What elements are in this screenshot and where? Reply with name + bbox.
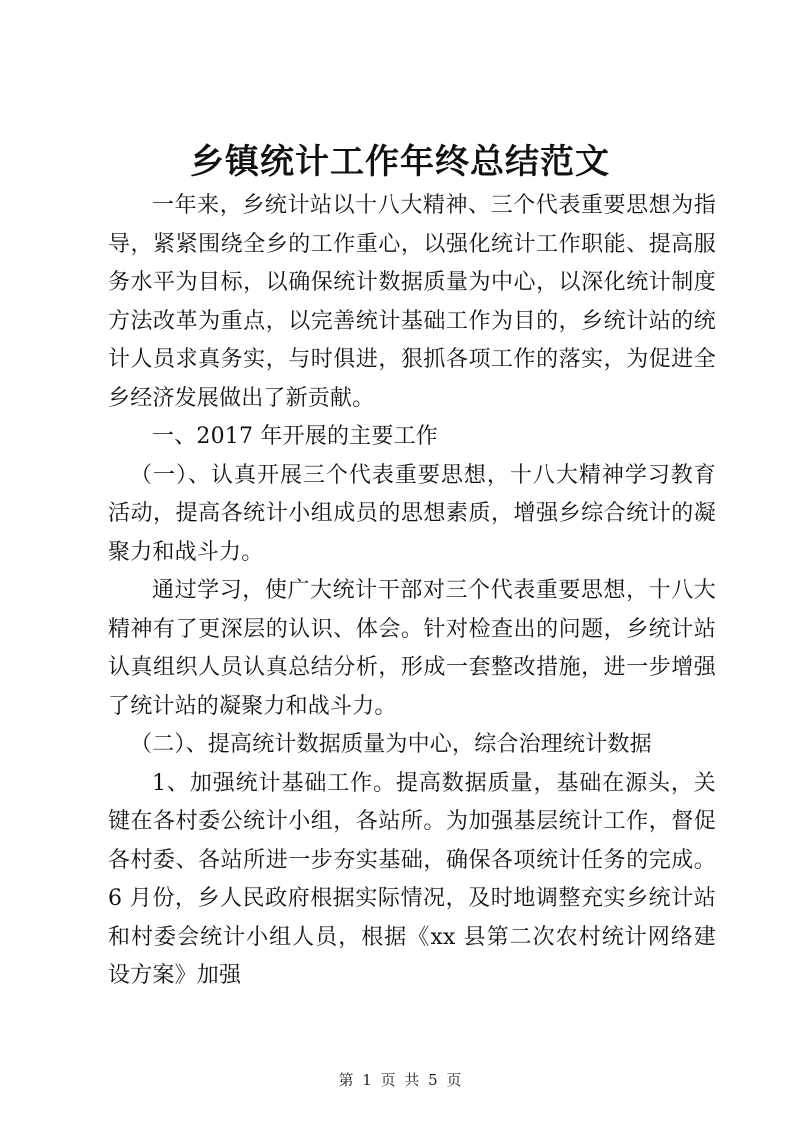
document-body bbox=[108, 187, 716, 996]
section-heading-1: 一、2017 年开展的主要工作 bbox=[152, 424, 438, 449]
subsection-heading-2: （二）、提高统计数据质量为中心，综合治理统计数据 bbox=[130, 732, 652, 757]
page-footer: 第 1 页 共 5 页 bbox=[338, 1071, 462, 1089]
paragraph-study: 通过学习，使广大统计干部对三个代表重要思想，十八大精神有了更深层的认识、体会。针对检查出的问题，乡统计站认真组织人员认真总结分析，形成一套整改措施，进一步增强了统计站的凝聚力和战斗力。 bbox=[108, 578, 716, 719]
subsection-heading-1: （一）、认真开展三个代表重要思想，十八大精神学习教育活动，提高各统计小组成员的思想素质，增强乡综合统计的凝聚力和战斗力。 bbox=[108, 462, 716, 565]
document-title: 乡镇统计工作年终总结范文 bbox=[190, 142, 610, 182]
paragraph-intro: 一年来，乡统计站以十八大精神、三个代表重要思想为指导，紧紧围绕全乡的工作重心，以强化统计工作职能、提高服务水平为目标，以确保统计数据质量为中心，以深化统计制度方法改革为重点，以完善统计基础工作为目的，乡统计站的统计人员求真务实，与时俱进，狠抓各项工作的落实，为促进全乡经济发展做出了新贡献。 bbox=[108, 193, 716, 411]
paragraph-basic-work: 1、加强统计基础工作。提高数据质量，基础在源头，关键在各村委公统计小组，各站所。为加强基层统计工作，督促各村委、各站所进一步夯实基础，确保各项统计任务的完成。6 月份，乡人民政府根据实际情况，及时地调整充实乡统计站和村委会统计小组人员，根据《xx 县第二次农村统计网络建设方案》加强 bbox=[108, 770, 716, 988]
